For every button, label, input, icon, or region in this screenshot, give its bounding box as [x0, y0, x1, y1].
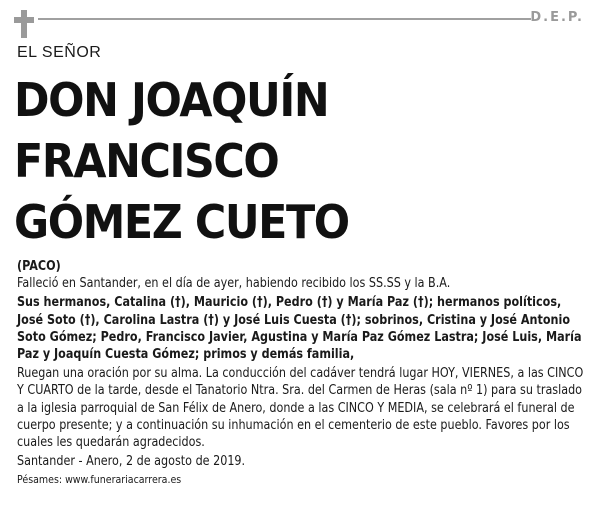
deceased-name	[14, 70, 549, 253]
ceremony-details: Ruegan una oración por su alma. La conducción del cadáver tendrá lugar HOY, VIERNES, a las CINCO Y CUARTO de la tarde, desde el Tanatorio Ntra. Sra. del Carmen de Heras (sala nº 1) para su traslado a la iglesia parroquial de San Félix de Anero, donde a las CINCO Y MEDIA, se celebrará el funeral de cuerpo presente; y a continuación su inhumación en el cementerio de este pueblo. Favores por los cuales les quedarán agradecidos.	[17, 366, 584, 451]
nickname: (PACO)	[17, 259, 61, 274]
death-notice: Falleció en Santander, en el día de ayer, habiendo recibido los SS.SS y la B.A.	[17, 276, 451, 292]
name-line-1: DON JOAQUÍN	[14, 73, 329, 127]
place-date: Santander - Anero, 2 de agosto de 2019.	[17, 454, 246, 470]
condolences-link: Pésames: www.funerariacarrera.es	[17, 473, 182, 487]
cross-icon	[14, 10, 34, 38]
dep-label: D.E.P.	[530, 10, 584, 25]
header-divider	[38, 18, 531, 20]
name-line-3: GÓMEZ CUETO	[14, 195, 349, 249]
family-list: Sus hermanos, Catalina (†), Mauricio (†), Pedro (†) y María Paz (†); hermanos políticos, José Soto (†), Carolina Lastra (†) y José Luis Cuesta (†); sobrinos, Cristina y José Antonio Soto Gómez; Pedro, Francisco Javier, Agustina y María Paz Gómez Lastra; José Luis, María Paz y Joaquín Cuesta Gómez; primos y demás familia,	[17, 295, 582, 363]
title-prefix: EL SEÑOR	[17, 44, 102, 61]
obituary-body	[17, 258, 585, 487]
name-line-2: FRANCISCO	[14, 134, 279, 188]
